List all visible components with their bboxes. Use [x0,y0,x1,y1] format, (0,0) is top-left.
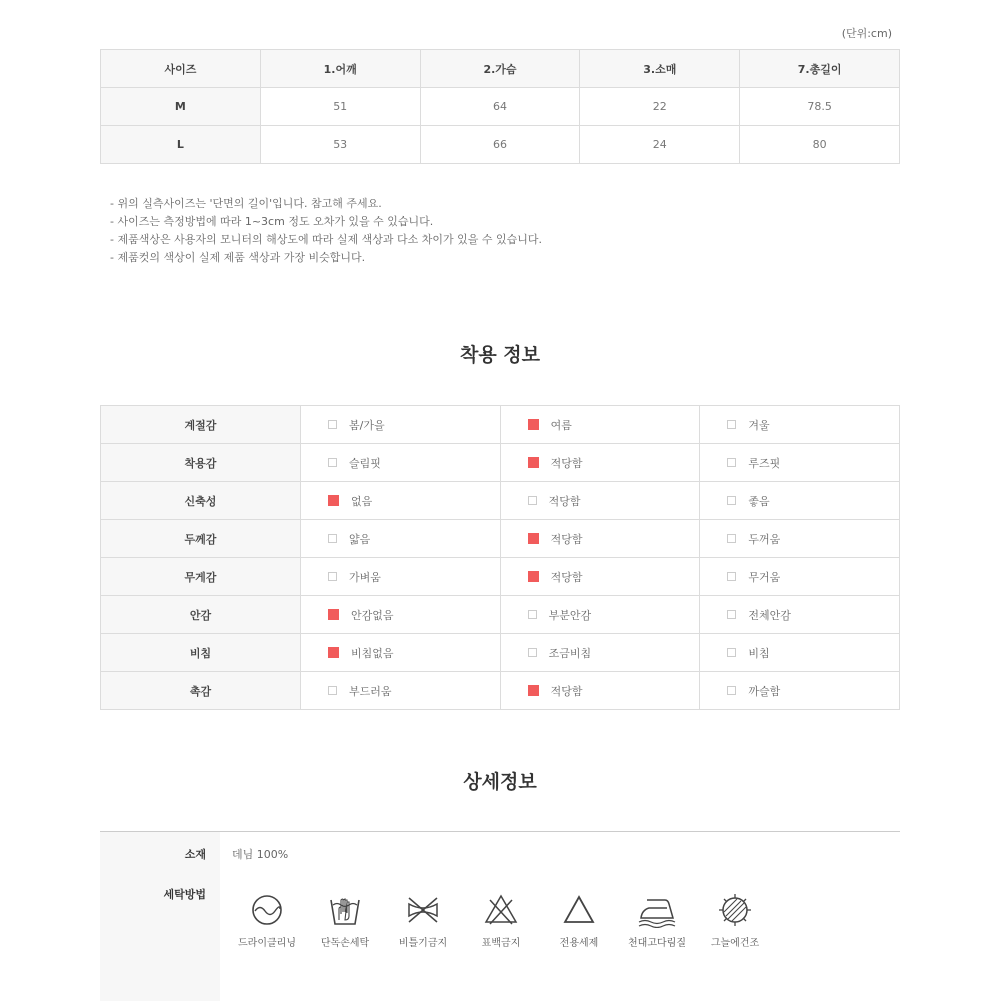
fit-option [700,596,900,634]
detail-info-panel [100,831,900,1001]
size-table-header-row [101,50,900,88]
unchecked-box-icon [528,648,537,657]
size-label-cell: L [101,126,261,164]
unchecked-box-icon [328,686,337,695]
unchecked-box-icon [328,534,337,543]
note-line: - 제품컷의 색상이 실제 제품 색상과 가장 비슷합니다. [110,251,366,264]
checked-box-icon [328,609,339,620]
wash-item [544,892,614,949]
fit-option-label: 두꺼움 [748,532,781,546]
fit-option-label: 여름 [550,418,572,432]
fit-option-label: 부분안감 [548,608,592,622]
fit-option-label: 적당함 [548,494,581,508]
fit-option [700,558,900,596]
size-value-cell: 66 [420,126,580,164]
unchecked-box-icon [727,686,736,695]
fit-option-label: 전체안감 [748,608,791,622]
checked-box-icon [528,533,539,544]
unchecked-box-icon [727,496,736,505]
fit-info-title: 착용 정보 [459,344,541,366]
fit-option [301,672,501,710]
fit-option [500,482,700,520]
fit-option [500,406,700,444]
fit-row [101,596,900,634]
wash-label-text: 그늘에건조 [710,938,760,949]
fit-option-label: 비침없음 [351,646,394,660]
fit-option [500,558,700,596]
wash-label-text: 전용세제 [559,938,599,949]
fit-option [500,444,700,482]
fit-option [500,520,700,558]
fit-option [301,482,501,520]
fit-option [700,406,900,444]
fit-option-label: 부드러움 [349,684,392,698]
fit-option-label: 겨울 [748,418,770,432]
fit-option-label: 적당함 [550,456,583,470]
fit-option [301,444,501,482]
material-value: 데님 100% [232,848,289,861]
size-value-cell: 64 [420,88,580,126]
shade-dry-icon [715,892,755,928]
note-line: - 제품색상은 사용자의 모니터의 해상도에 따라 실제 색상과 다소 차이가 있을 수 있습니다. [110,233,542,246]
unchecked-box-icon [727,458,736,467]
fit-row [101,520,900,558]
size-notes [110,195,542,267]
unchecked-box-icon [328,572,337,581]
fit-option [301,558,501,596]
fit-option-label: 슬림핏 [349,456,381,470]
fit-option-label: 좋음 [748,494,770,508]
wash-item [388,892,458,949]
fit-option [700,672,900,710]
fit-option [301,406,501,444]
checked-box-icon [328,495,339,506]
size-value-cell: 22 [580,88,740,126]
wash-item [232,892,302,949]
fit-option-label: 조금비침 [548,646,592,660]
fit-option-label: 가벼움 [349,570,381,584]
fit-option-label: 적당함 [550,570,583,584]
fit-row-label: 촉감 [101,672,301,710]
fit-option [301,520,501,558]
material-label: 소재 [184,848,206,861]
fit-row [101,482,900,520]
wash-item [310,892,380,949]
size-table-row [101,88,900,126]
wash-label-text: 비틀기금지 [398,938,448,949]
checked-box-icon [328,647,339,658]
size-value-cell: 24 [580,126,740,164]
unchecked-box-icon [528,496,537,505]
wash-label-text: 표백금지 [481,938,521,949]
detail-info-title: 상세정보 [463,771,537,793]
size-value-cell: 80 [740,126,900,164]
size-header-cell: 2.가슴 [420,50,580,88]
fit-option [500,672,700,710]
unchecked-box-icon [727,648,736,657]
fit-row-label: 두께감 [101,520,301,558]
size-value-cell: 53 [260,126,420,164]
unchecked-box-icon [328,420,337,429]
fit-option-label: 까슬함 [748,684,781,698]
wash-item [466,892,536,949]
fit-option-label: 적당함 [550,684,583,698]
fit-option-label: 봄/가을 [349,418,385,432]
fit-option-label: 무거움 [748,570,781,584]
fit-option [500,634,700,672]
unit-note: (단위:cm) [841,27,892,40]
fit-option-label: 적당함 [550,532,583,546]
fit-row [101,672,900,710]
fit-row-label: 무게감 [101,558,301,596]
dry-cleaning-icon [249,892,285,928]
checked-box-icon [528,685,539,696]
hand-wash-icon [327,892,363,928]
checked-box-icon [528,419,539,430]
wash-label: 세탁방법 [163,888,206,901]
fit-row [101,444,900,482]
checked-box-icon [528,457,539,468]
unchecked-box-icon [328,458,337,467]
fit-row [101,406,900,444]
note-line: - 사이즈는 측정방법에 따라 1~3cm 정도 오차가 있을 수 있습니다. [110,215,434,228]
fit-row [101,634,900,672]
checked-box-icon [528,571,539,582]
fit-option-label: 루즈핏 [748,456,781,470]
size-header-cell: 3.소매 [580,50,740,88]
no-wring-icon [405,892,441,928]
fit-option-label: 얇음 [349,532,371,546]
iron-with-cloth-icon [637,892,677,928]
unchecked-box-icon [528,610,537,619]
fit-option [500,596,700,634]
neutral-detergent-icon [561,892,597,928]
size-header-cell: 사이즈 [101,50,261,88]
size-header-cell: 7.총길이 [740,50,900,88]
no-bleach-icon [483,892,519,928]
fit-option [700,520,900,558]
wash-label-text: 드라이클리닝 [238,938,296,949]
fit-row-label: 신축성 [101,482,301,520]
fit-option [301,596,501,634]
fit-row-label: 비침 [101,634,301,672]
unchecked-box-icon [727,534,736,543]
unchecked-box-icon [727,420,736,429]
wash-item [700,892,770,949]
wash-label-text: 천대고다림질 [628,938,686,949]
fit-option-label: 안감없음 [351,608,394,622]
size-value-cell: 51 [260,88,420,126]
fit-row [101,558,900,596]
size-header-cell: 1.어깨 [260,50,420,88]
note-line: - 위의 실측사이즈는 '단면의 길이'입니다. 참고해 주세요. [110,197,382,210]
fit-option [700,444,900,482]
unchecked-box-icon [727,610,736,619]
fit-option [301,634,501,672]
fit-option [700,482,900,520]
size-table-row [101,126,900,164]
fit-option-label: 비침 [748,646,770,660]
fit-option [700,634,900,672]
size-value-cell: 78.5 [740,88,900,126]
detail-label-column [100,832,220,1001]
fit-option-label: 없음 [351,494,373,508]
size-table [100,49,900,164]
fit-info-table [100,405,900,710]
unchecked-box-icon [727,572,736,581]
size-label-cell: M [101,88,261,126]
wash-item [622,892,692,949]
fit-row-label: 착용감 [101,444,301,482]
fit-row-label: 계절감 [101,406,301,444]
fit-row-label: 안감 [101,596,301,634]
wash-label-text: 단독손세탁 [320,938,370,949]
